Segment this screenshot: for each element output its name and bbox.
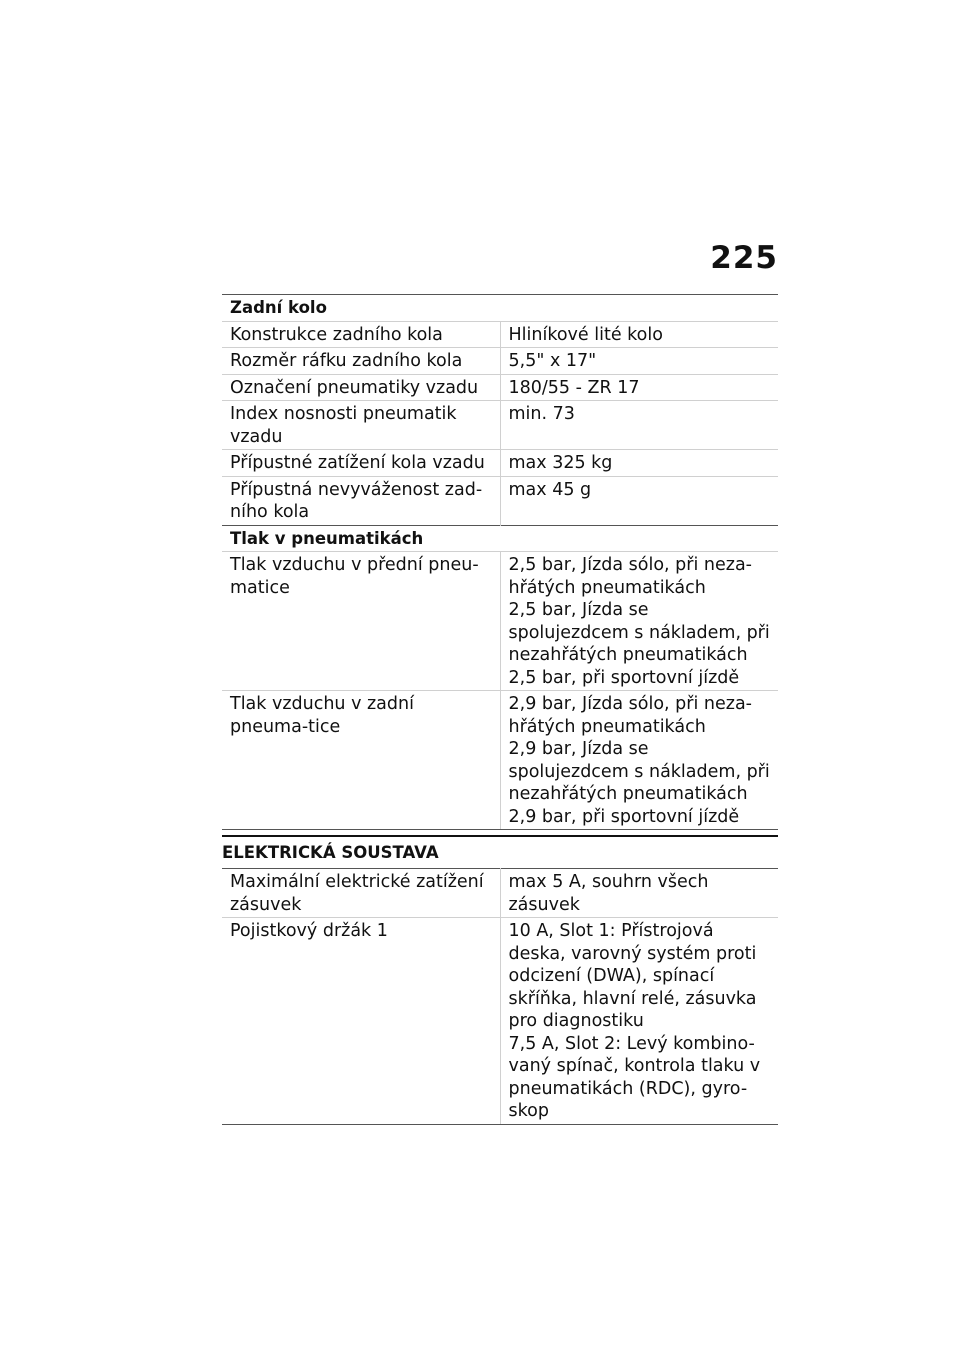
table-row [222,691,778,830]
page-number: 225 [710,240,778,276]
tire-pressure-section-heading [222,525,778,552]
table-row [222,348,778,375]
spec-value [500,450,778,477]
spec-value [500,918,778,1125]
spec-value [500,321,778,348]
spec-value-line: 180/55 - ZR 17 [508,377,640,398]
spec-label: Přípustné zatížení kola vzadu [222,450,500,477]
spec-value-line: max 5 A, souhrn všech zásuvek [508,872,709,915]
spec-label: Maximální elektrické zatížení zásuvek [222,869,500,918]
electrical-table [222,868,778,1125]
table-row [222,401,778,450]
table-row [222,552,778,691]
spec-value [500,401,778,450]
spec-label: Označení pneumatiky vzadu [222,374,500,401]
table-row [222,918,778,1125]
table-row [222,321,778,348]
spec-value-line: 2,5 bar, Jízda sólo, při neza-hřátých pneumatikách [508,555,752,598]
spec-value-line: max 45 g [508,479,592,500]
tire-pressure-heading: Tlak v pneumatikách [222,525,778,552]
spec-value-line: 2,9 bar, při sportovní jízdě [508,806,740,827]
table-row [222,450,778,477]
spec-value-line: 2,5 bar, při sportovní jízdě [508,667,740,688]
electrical-section-title: ELEKTRICKÁ SOUSTAVA [222,835,778,862]
spec-value [500,869,778,918]
spec-value-line: 10 A, Slot 1: Přístrojová deska, varovný systém proti odcizení (DWA), spínací skříňka, hlavní relé, zásuvka pro diagnostiku [508,921,757,1031]
spec-value [500,552,778,691]
spec-value [500,691,778,830]
spec-label: Tlak vzduchu v přední pneu-matice [222,552,500,691]
spec-value [500,374,778,401]
rear-wheel-heading: Zadní kolo [222,295,778,322]
rear-wheel-section-heading [222,295,778,322]
spec-label: Index nosnosti pneumatik vzadu [222,401,500,450]
spec-value-line: 5,5" x 17" [508,351,597,371]
table-row [222,476,778,525]
rear-wheel-and-tire-pressure-table [222,294,778,830]
spec-value [500,476,778,525]
spec-value-line: 2,9 bar, Jízda sólo, při neza-hřátých pneumatikách [508,694,752,737]
spec-value-line: 7,5 A, Slot 2: Levý kombino-vaný spínač, kontrola tlaku v pneumatikách (RDC), gyro-skop [508,1033,761,1121]
spec-label: Přípustná nevyváženost zad-ního kola [222,476,500,525]
spec-label: Tlak vzduchu v zadní pneuma-tice [222,691,500,830]
spec-value-line: max 325 kg [508,453,613,473]
spec-label: Konstrukce zadního kola [222,321,500,348]
spec-value-line: 2,9 bar, Jízda se spolujezdcem s nákladem, při nezahřátých pneumatikách [508,739,770,804]
spec-label: Rozměr ráfku zadního kola [222,348,500,375]
spec-value-line: min. 73 [508,404,575,424]
spec-value-line: 2,5 bar, Jízda se spolujezdcem s nákladem, při nezahřátých pneumatikách [508,600,770,665]
spec-value [500,348,778,375]
table-row [222,374,778,401]
spec-label: Pojistkový držák 1 [222,918,500,1125]
table-row [222,869,778,918]
spec-value-line: Hliníkové lité kolo [508,324,663,345]
